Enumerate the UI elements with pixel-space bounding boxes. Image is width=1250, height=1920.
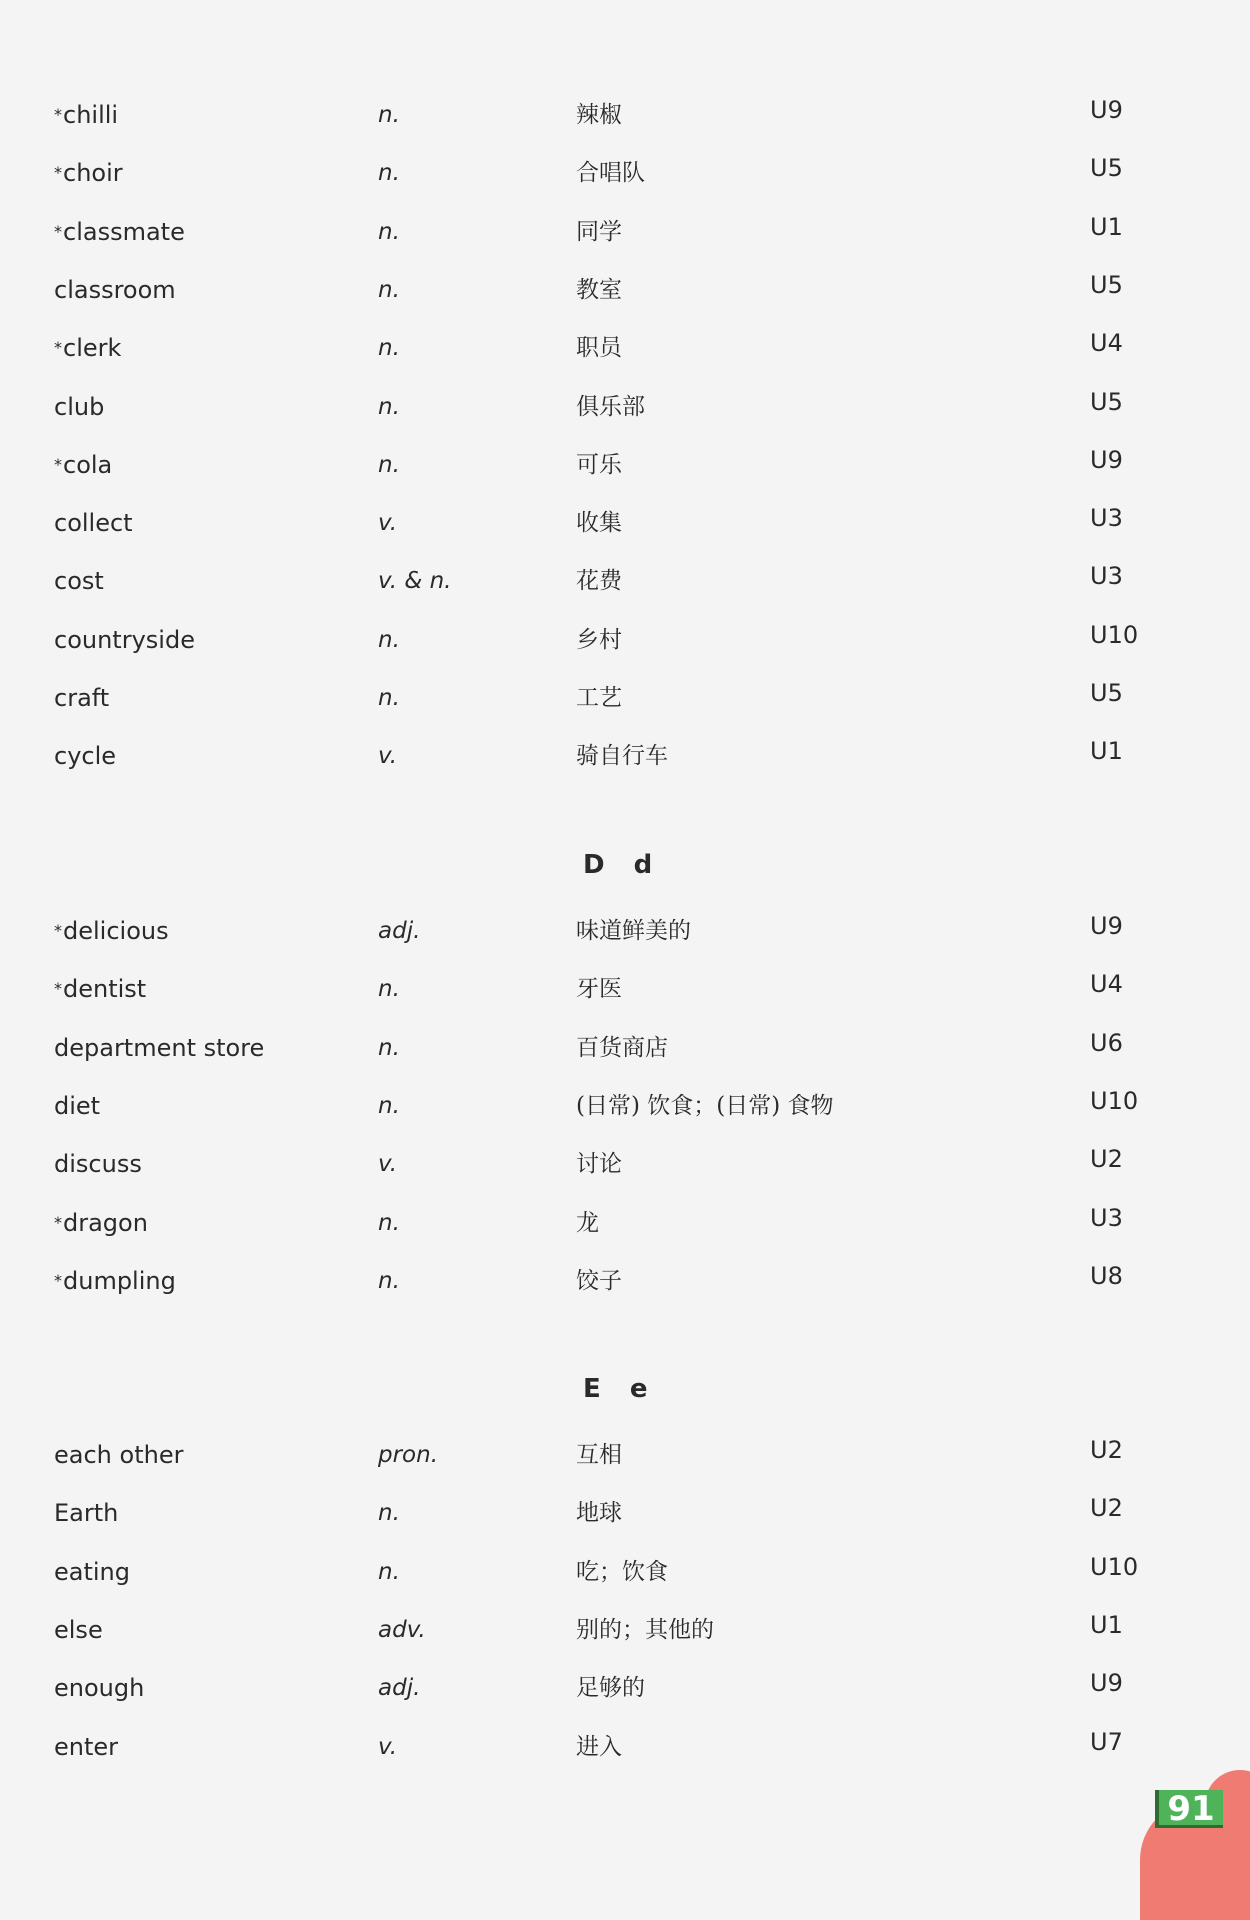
- entry-meaning: 花费: [576, 568, 622, 595]
- section-heading: D d: [583, 850, 663, 880]
- entry-word: discuss: [54, 1150, 142, 1179]
- entry-unit: U6: [1090, 1028, 1123, 1057]
- entry-part-of-speech: n.: [378, 451, 400, 478]
- entry-unit: U10: [1090, 620, 1139, 649]
- entry-part-of-speech: n.: [378, 393, 400, 420]
- entry-word: dumpling: [63, 1266, 176, 1295]
- glossary-entry: [0, 212, 1250, 252]
- entry-meaning: 职员: [576, 335, 622, 362]
- entry-unit: U7: [1090, 1727, 1123, 1756]
- core-word-star-icon: *: [54, 1270, 62, 1290]
- entry-unit: U3: [1090, 562, 1123, 591]
- core-word-star-icon: *: [54, 338, 62, 358]
- glossary-entry: [0, 270, 1250, 310]
- entry-part-of-speech: adj.: [378, 918, 421, 944]
- entry-meaning: 俱乐部: [576, 393, 645, 420]
- entry-meaning: 味道鲜美的: [576, 918, 691, 944]
- page-number: 91: [1155, 1790, 1223, 1828]
- entry-word-cell: [54, 153, 123, 193]
- core-word-star-icon: *: [54, 163, 62, 183]
- entry-unit: U4: [1090, 329, 1123, 358]
- entry-unit: U2: [1090, 1145, 1123, 1174]
- entry-meaning: (日常) 饮食；(日常) 食物: [576, 1092, 834, 1119]
- entry-unit: U9: [1090, 96, 1123, 124]
- entry-unit: U2: [1090, 1436, 1123, 1464]
- entry-word-cell: [54, 620, 195, 660]
- glossary-entry: [0, 387, 1250, 427]
- entry-word: each other: [54, 1441, 184, 1469]
- entry-word: department store: [54, 1033, 265, 1062]
- entry-word-cell: [54, 1552, 130, 1592]
- entry-word-cell: [54, 95, 118, 135]
- entry-word-cell: [54, 678, 109, 718]
- entry-word: collect: [54, 509, 133, 538]
- glossary-entry: [0, 95, 1250, 135]
- entry-word-cell: [54, 561, 104, 601]
- entry-word-cell: [54, 736, 116, 776]
- entry-meaning: 讨论: [576, 1151, 622, 1178]
- glossary-entry: [0, 445, 1250, 485]
- entry-word-cell: [54, 1261, 176, 1301]
- entry-meaning: 牙医: [576, 976, 622, 1003]
- entry-word-cell: [54, 969, 146, 1009]
- entry-word: diet: [54, 1091, 101, 1120]
- entry-meaning: 辣椒: [576, 102, 622, 128]
- entry-part-of-speech: n.: [378, 976, 400, 1003]
- section-heading: E e: [583, 1374, 658, 1404]
- glossary-entry: [0, 736, 1250, 776]
- entry-part-of-speech: adj.: [378, 1675, 421, 1702]
- entry-word: cola: [63, 450, 113, 479]
- entry-unit: U5: [1090, 679, 1123, 707]
- entry-part-of-speech: n.: [378, 1500, 400, 1527]
- entry-word: dentist: [63, 975, 147, 1004]
- entry-unit: U9: [1090, 445, 1123, 474]
- entry-unit: U5: [1090, 387, 1123, 416]
- entry-part-of-speech: n.: [378, 1092, 400, 1119]
- entry-meaning: 可乐: [576, 451, 622, 478]
- entry-unit: U9: [1090, 912, 1123, 940]
- entry-word-cell: [54, 328, 121, 368]
- core-word-star-icon: *: [54, 979, 62, 999]
- core-word-star-icon: *: [54, 1212, 62, 1232]
- entry-part-of-speech: v.: [378, 1733, 398, 1760]
- entry-part-of-speech: pron.: [378, 1442, 439, 1468]
- entry-meaning: 进入: [576, 1733, 622, 1760]
- glossary-entry: [0, 1144, 1250, 1184]
- entry-unit: U3: [1090, 1203, 1123, 1232]
- entry-part-of-speech: n.: [378, 1209, 400, 1236]
- core-word-star-icon: *: [54, 105, 62, 124]
- entry-meaning: 乡村: [576, 626, 622, 653]
- entry-word-cell: [54, 387, 104, 427]
- entry-part-of-speech: n.: [378, 160, 400, 187]
- entry-meaning: 收集: [576, 510, 622, 537]
- entry-word: craft: [54, 684, 110, 712]
- entry-word-cell: [54, 445, 112, 485]
- entry-meaning: 吃；饮食: [576, 1558, 668, 1585]
- entry-meaning: 同学: [576, 218, 622, 245]
- glossary-entry: [0, 561, 1250, 601]
- glossary-entry: [0, 1261, 1250, 1301]
- entry-part-of-speech: n.: [378, 102, 400, 128]
- entry-meaning: 百货商店: [576, 1034, 668, 1061]
- entry-word-cell: [54, 1668, 144, 1708]
- entry-unit: U5: [1090, 154, 1123, 183]
- entry-part-of-speech: n.: [378, 1267, 400, 1294]
- entry-meaning: 教室: [576, 276, 622, 303]
- entry-word: club: [54, 392, 105, 421]
- entry-word-cell: [54, 1727, 118, 1767]
- entry-part-of-speech: v.: [378, 743, 398, 770]
- entry-word-cell: [54, 212, 185, 252]
- entry-word-cell: [54, 1610, 103, 1650]
- entry-part-of-speech: n.: [378, 1558, 400, 1585]
- entry-meaning: 地球: [576, 1500, 622, 1527]
- entry-unit: U5: [1090, 270, 1123, 299]
- entry-unit: U4: [1090, 970, 1123, 999]
- entry-word: countryside: [54, 625, 195, 654]
- glossary-entry: [0, 1668, 1250, 1708]
- entry-word-cell: [54, 1435, 183, 1475]
- entry-word: cost: [54, 567, 104, 596]
- entry-word-cell: [54, 270, 176, 310]
- entry-part-of-speech: adv.: [378, 1616, 426, 1643]
- entry-word: cycle: [54, 742, 117, 771]
- entry-unit: U8: [1090, 1261, 1123, 1290]
- entry-word-cell: [54, 1144, 142, 1184]
- entry-meaning: 互相: [576, 1442, 622, 1468]
- entry-part-of-speech: v.: [378, 510, 398, 537]
- entry-unit: U1: [1090, 1610, 1123, 1639]
- entry-meaning: 工艺: [576, 685, 622, 711]
- entry-word-cell: [54, 503, 133, 543]
- entry-word: eating: [54, 1557, 130, 1586]
- glossary-entry: [0, 328, 1250, 368]
- entry-word-cell: [54, 1028, 264, 1068]
- entry-word: chilli: [63, 101, 119, 129]
- entry-word: choir: [63, 159, 123, 188]
- entry-word: clerk: [63, 334, 122, 363]
- entry-unit: U2: [1090, 1494, 1123, 1523]
- entry-part-of-speech: n.: [378, 685, 400, 711]
- glossary-entry: [0, 1028, 1250, 1068]
- glossary-entry: [0, 969, 1250, 1009]
- entry-word-cell: [54, 911, 169, 951]
- entry-word: delicious: [63, 917, 169, 945]
- entry-word-cell: [54, 1086, 100, 1126]
- core-word-star-icon: *: [54, 221, 62, 241]
- glossary-entry: [0, 1203, 1250, 1243]
- entry-word: classmate: [63, 217, 185, 246]
- glossary-entry: [0, 1493, 1250, 1533]
- entry-unit: U9: [1090, 1669, 1123, 1698]
- glossary-entry: [0, 503, 1250, 543]
- entry-part-of-speech: n.: [378, 626, 400, 653]
- entry-word: Earth: [54, 1499, 119, 1528]
- entry-unit: U10: [1090, 1086, 1139, 1115]
- glossary-entry: [0, 1552, 1250, 1592]
- entry-word: dragon: [63, 1208, 148, 1237]
- entry-part-of-speech: n.: [378, 335, 400, 362]
- entry-meaning: 龙: [576, 1209, 599, 1236]
- entry-word: enough: [54, 1674, 145, 1703]
- glossary-entry: [0, 1086, 1250, 1126]
- core-word-star-icon: *: [54, 921, 62, 940]
- entry-word: classroom: [54, 275, 176, 304]
- entry-unit: U1: [1090, 737, 1123, 766]
- glossary-entry: [0, 678, 1250, 718]
- glossary-entry: [0, 153, 1250, 193]
- glossary-entry: [0, 1435, 1250, 1475]
- entry-meaning: 别的；其他的: [576, 1616, 714, 1643]
- entry-unit: U10: [1090, 1552, 1139, 1581]
- entry-meaning: 饺子: [576, 1267, 622, 1294]
- entry-meaning: 足够的: [576, 1675, 645, 1702]
- entry-word: enter: [54, 1732, 119, 1761]
- entry-part-of-speech: v. & n.: [378, 568, 452, 595]
- entry-word-cell: [54, 1493, 118, 1533]
- entry-meaning: 合唱队: [576, 160, 645, 187]
- entry-part-of-speech: n.: [378, 218, 400, 245]
- core-word-star-icon: *: [54, 454, 62, 474]
- entry-part-of-speech: n.: [378, 276, 400, 303]
- entry-unit: U3: [1090, 504, 1123, 533]
- glossary-entry: [0, 620, 1250, 660]
- glossary-entry: [0, 1727, 1250, 1767]
- entry-word-cell: [54, 1203, 148, 1243]
- entry-meaning: 骑自行车: [576, 743, 668, 770]
- entry-word: else: [54, 1615, 103, 1644]
- glossary-entry: [0, 911, 1250, 951]
- glossary-entry: [0, 1610, 1250, 1650]
- entry-part-of-speech: n.: [378, 1034, 400, 1061]
- entry-unit: U1: [1090, 212, 1123, 241]
- entry-part-of-speech: v.: [378, 1151, 398, 1178]
